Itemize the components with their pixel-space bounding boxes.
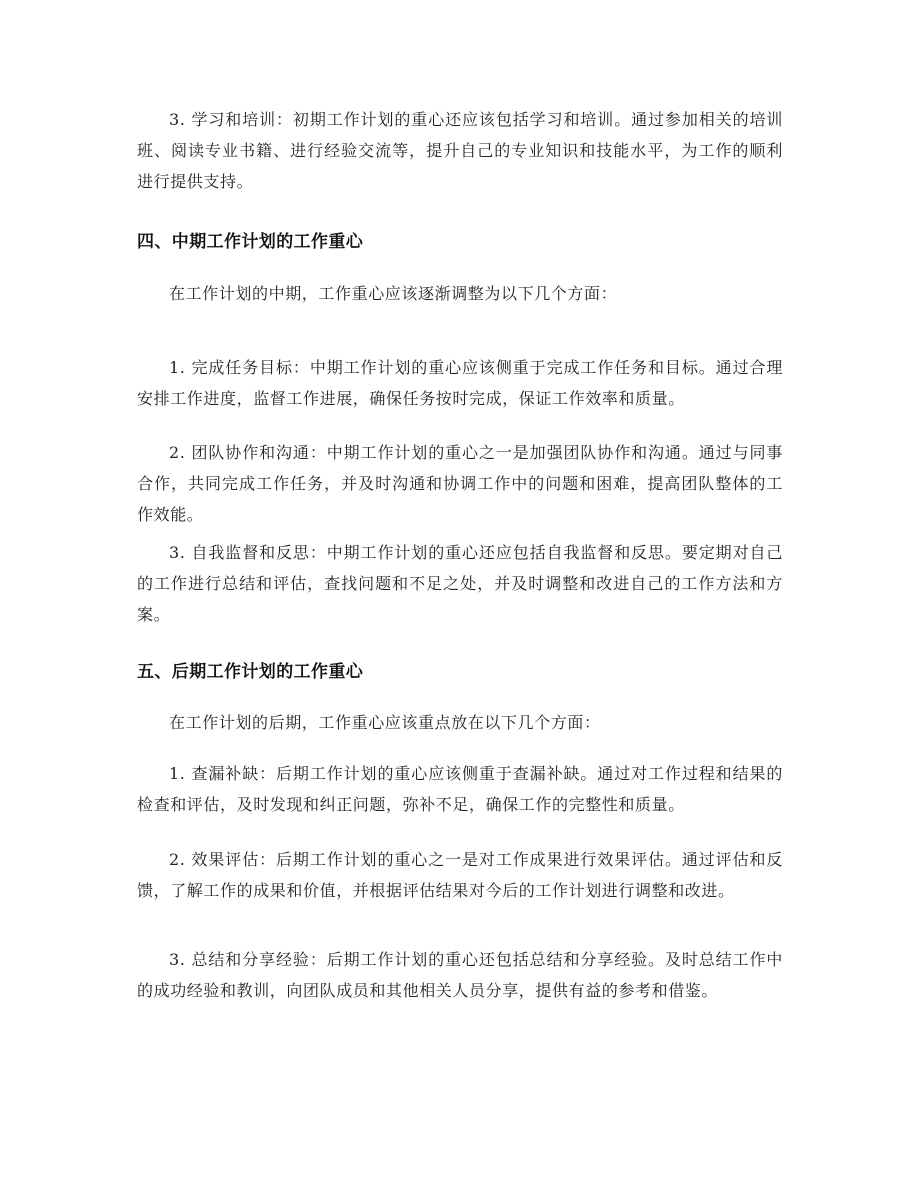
paragraph-self-review: 3. 自我监督和反思：中期工作计划的重心还应包括自我监督和反思。要定期对自己的工作进行总结和评估，查找问题和不足之处，并及时调整和改进自己的工作方法和方案。 [137,543,783,624]
paragraph-mid-term-intro: 在工作计划的中期，工作重心应该逐渐调整为以下几个方面： [169,284,618,303]
paragraph-late-term-intro: 在工作计划的后期，工作重心应该重点放在以下几个方面： [169,713,601,732]
paragraph-learning-training: 3. 学习和培训：初期工作计划的重心还应该包括学习和培训。通过参加相关的培训班、阅读专业书籍、进行经验交流等，提升自己的专业知识和技能水平，为工作的顺利进行提供支持。 [137,110,783,191]
paragraph-summary-sharing: 3. 总结和分享经验：后期工作计划的重心还包括总结和分享经验。及时总结工作中的成功经验和教训，向团队成员和其他相关人员分享，提供有益的参考和借鉴。 [137,950,783,1000]
paragraph-fill-gaps: 1. 查漏补缺：后期工作计划的重心应该侧重于查漏补缺。通过对工作过程和结果的检查和评估，及时发现和纠正问题，弥补不足，确保工作的完整性和质量。 [137,764,783,814]
section-heading-late-term: 五、后期工作计划的工作重心 [137,662,364,682]
paragraph-team-collaboration: 2. 团队协作和沟通：中期工作计划的重心之一是加强团队协作和沟通。通过与同事合作，共同完成工作任务，并及时沟通和协调工作中的问题和困难，提高团队整体的工作效能。 [137,443,783,524]
paragraph-effect-evaluation: 2. 效果评估：后期工作计划的重心之一是对工作成果进行效果评估。通过评估和反馈，了解工作的成果和价值，并根据评估结果对今后的工作计划进行调整和改进。 [137,850,783,900]
section-heading-mid-term: 四、中期工作计划的工作重心 [137,232,364,252]
paragraph-complete-goals: 1. 完成任务目标：中期工作计划的重心应该侧重于完成工作任务和目标。通过合理安排工作进度，监督工作进展，确保任务按时完成，保证工作效率和质量。 [137,358,783,408]
